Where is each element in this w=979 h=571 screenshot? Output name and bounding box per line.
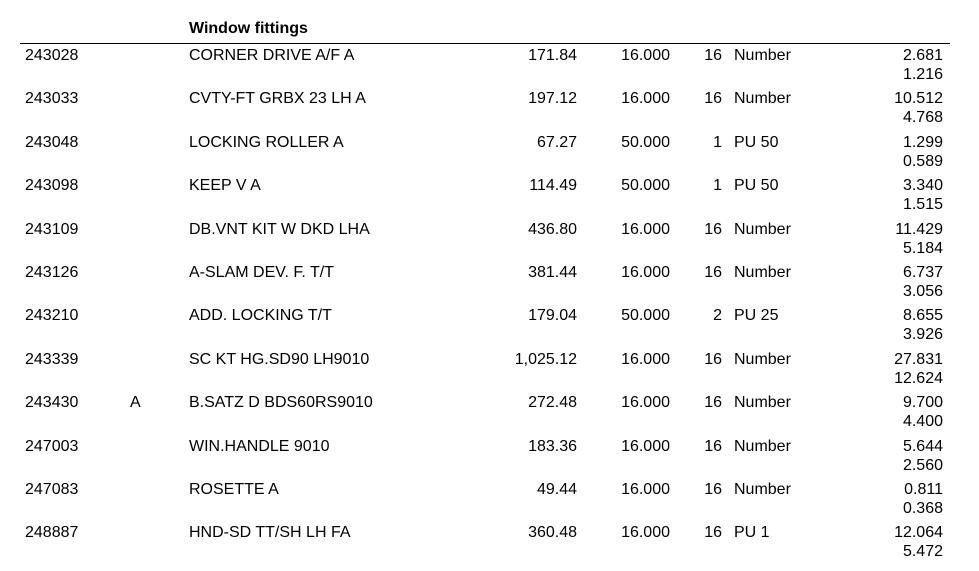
article-value-primary: 2.681: [902, 47, 943, 64]
article-code: 243033: [25, 90, 79, 108]
price-list: [0, 44, 979, 565]
article-price: 67.27: [536, 133, 577, 151]
article-price: 272.48: [528, 394, 577, 412]
section-title: Window fittings: [189, 20, 308, 37]
article-code: 243126: [25, 263, 79, 281]
article-pack-count: 16: [704, 524, 722, 542]
article-value-primary: 27.831: [894, 350, 943, 368]
article-quantity: 50.000: [621, 307, 670, 325]
article-value-secondary: 5.472: [902, 543, 943, 561]
article-value-primary: 8.655: [902, 307, 943, 325]
table-row: [0, 304, 979, 347]
article-quantity: 16.000: [621, 220, 670, 238]
article-pack-count: 16: [704, 350, 722, 368]
article-unit: Number: [734, 350, 791, 368]
article-value-secondary: 0.589: [902, 152, 943, 170]
table-row: [0, 348, 979, 391]
article-pack-count: 1: [713, 133, 722, 151]
article-price: 179.04: [528, 307, 577, 325]
article-quantity: 16.000: [621, 90, 670, 108]
article-quantity: 16.000: [621, 437, 670, 455]
article-price: 1,025.12: [514, 350, 577, 368]
article-price: 49.44: [536, 480, 577, 498]
article-unit: Number: [734, 220, 791, 238]
article-code: 243109: [25, 220, 79, 238]
article-quantity: 50.000: [621, 177, 670, 195]
article-price: 197.12: [528, 90, 577, 108]
article-description: B.SATZ D BDS60RS9010: [189, 394, 373, 412]
article-value-secondary: 4.768: [902, 109, 943, 127]
article-pack-count: 2: [713, 307, 722, 325]
article-quantity: 16.000: [621, 350, 670, 368]
article-price: 381.44: [528, 263, 577, 281]
article-description: HND-SD TT/SH LH FA: [189, 524, 351, 542]
article-quantity: 16.000: [621, 47, 670, 64]
article-quantity: 50.000: [621, 133, 670, 151]
article-quantity: 16.000: [621, 524, 670, 542]
article-description: A-SLAM DEV. F. T/T: [189, 263, 334, 281]
article-pack-count: 16: [704, 47, 722, 64]
article-code: 248887: [25, 524, 79, 542]
table-row: [0, 521, 979, 564]
article-pack-count: 16: [704, 220, 722, 238]
article-description: SC KT HG.SD90 LH9010: [189, 350, 370, 368]
article-value-primary: 11.429: [895, 220, 943, 238]
article-pack-count: 16: [704, 394, 722, 412]
article-price: 114.49: [529, 177, 577, 195]
article-price: 436.80: [528, 220, 577, 238]
table-row: [0, 435, 979, 478]
article-value-secondary: 12.624: [894, 369, 943, 387]
article-value-primary: 3.340: [902, 177, 943, 195]
article-unit: Number: [734, 47, 791, 64]
article-code: 243028: [25, 47, 79, 64]
table-row: [0, 44, 979, 87]
article-value-secondary: 1.515: [902, 196, 943, 214]
table-row: [0, 87, 979, 130]
article-pack-count: 1: [713, 177, 722, 195]
article-unit: Number: [734, 394, 791, 412]
article-unit: PU 50: [734, 177, 779, 195]
article-value-secondary: 5.184: [902, 239, 943, 257]
article-value-secondary: 2.560: [902, 456, 943, 474]
article-code: 247083: [25, 480, 79, 498]
article-value-primary: 9.700: [902, 394, 943, 412]
article-description: KEEP V A: [189, 177, 261, 195]
article-value-primary: 0.811: [904, 480, 943, 498]
article-value-secondary: 3.926: [902, 326, 943, 344]
article-value-primary: 6.737: [902, 263, 943, 281]
article-value-primary: 10.512: [894, 90, 943, 108]
table-row: [0, 261, 979, 304]
article-pack-count: 16: [704, 437, 722, 455]
article-code: 243210: [25, 307, 79, 325]
article-description: CORNER DRIVE A/F A: [189, 47, 355, 64]
table-row: [0, 131, 979, 174]
article-pack-count: 16: [704, 480, 722, 498]
article-value-secondary: 1.216: [902, 66, 943, 83]
article-description: LOCKING ROLLER A: [189, 133, 344, 151]
article-value-primary: 5.644: [902, 437, 943, 455]
article-quantity: 16.000: [621, 480, 670, 498]
article-unit: PU 50: [734, 133, 779, 151]
article-description: DB.VNT KIT W DKD LHA: [189, 220, 370, 238]
article-code: 247003: [25, 437, 79, 455]
article-value-primary: 1.299: [902, 133, 943, 151]
article-unit: Number: [734, 90, 791, 108]
article-pack-count: 16: [704, 263, 722, 281]
article-description: ADD. LOCKING T/T: [189, 307, 332, 325]
article-quantity: 16.000: [621, 263, 670, 281]
article-unit: Number: [734, 480, 791, 498]
article-value-primary: 12.064: [894, 524, 943, 542]
article-description: WIN.HANDLE 9010: [189, 437, 330, 455]
article-code: 243430: [25, 394, 79, 412]
article-value-secondary: 4.400: [902, 413, 943, 431]
article-code: 243098: [25, 177, 79, 195]
article-value-secondary: 3.056: [902, 282, 943, 300]
table-row: [0, 174, 979, 217]
article-flag: A: [130, 394, 141, 412]
article-unit: PU 25: [734, 307, 779, 325]
article-code: 243339: [25, 350, 79, 368]
article-price: 171.84: [528, 47, 577, 64]
article-price: 183.36: [528, 437, 577, 455]
table-row: [0, 218, 979, 261]
article-quantity: 16.000: [621, 394, 670, 412]
article-price: 360.48: [528, 524, 577, 542]
article-description: ROSETTE A: [189, 480, 279, 498]
article-description: CVTY-FT GRBX 23 LH A: [189, 90, 366, 108]
article-unit: Number: [734, 437, 791, 455]
article-value-secondary: 0.368: [902, 499, 943, 517]
table-row: [0, 478, 979, 521]
article-pack-count: 16: [704, 90, 722, 108]
article-unit: PU 1: [734, 524, 770, 542]
article-unit: Number: [734, 263, 791, 281]
table-row: [0, 391, 979, 434]
article-code: 243048: [25, 133, 79, 151]
